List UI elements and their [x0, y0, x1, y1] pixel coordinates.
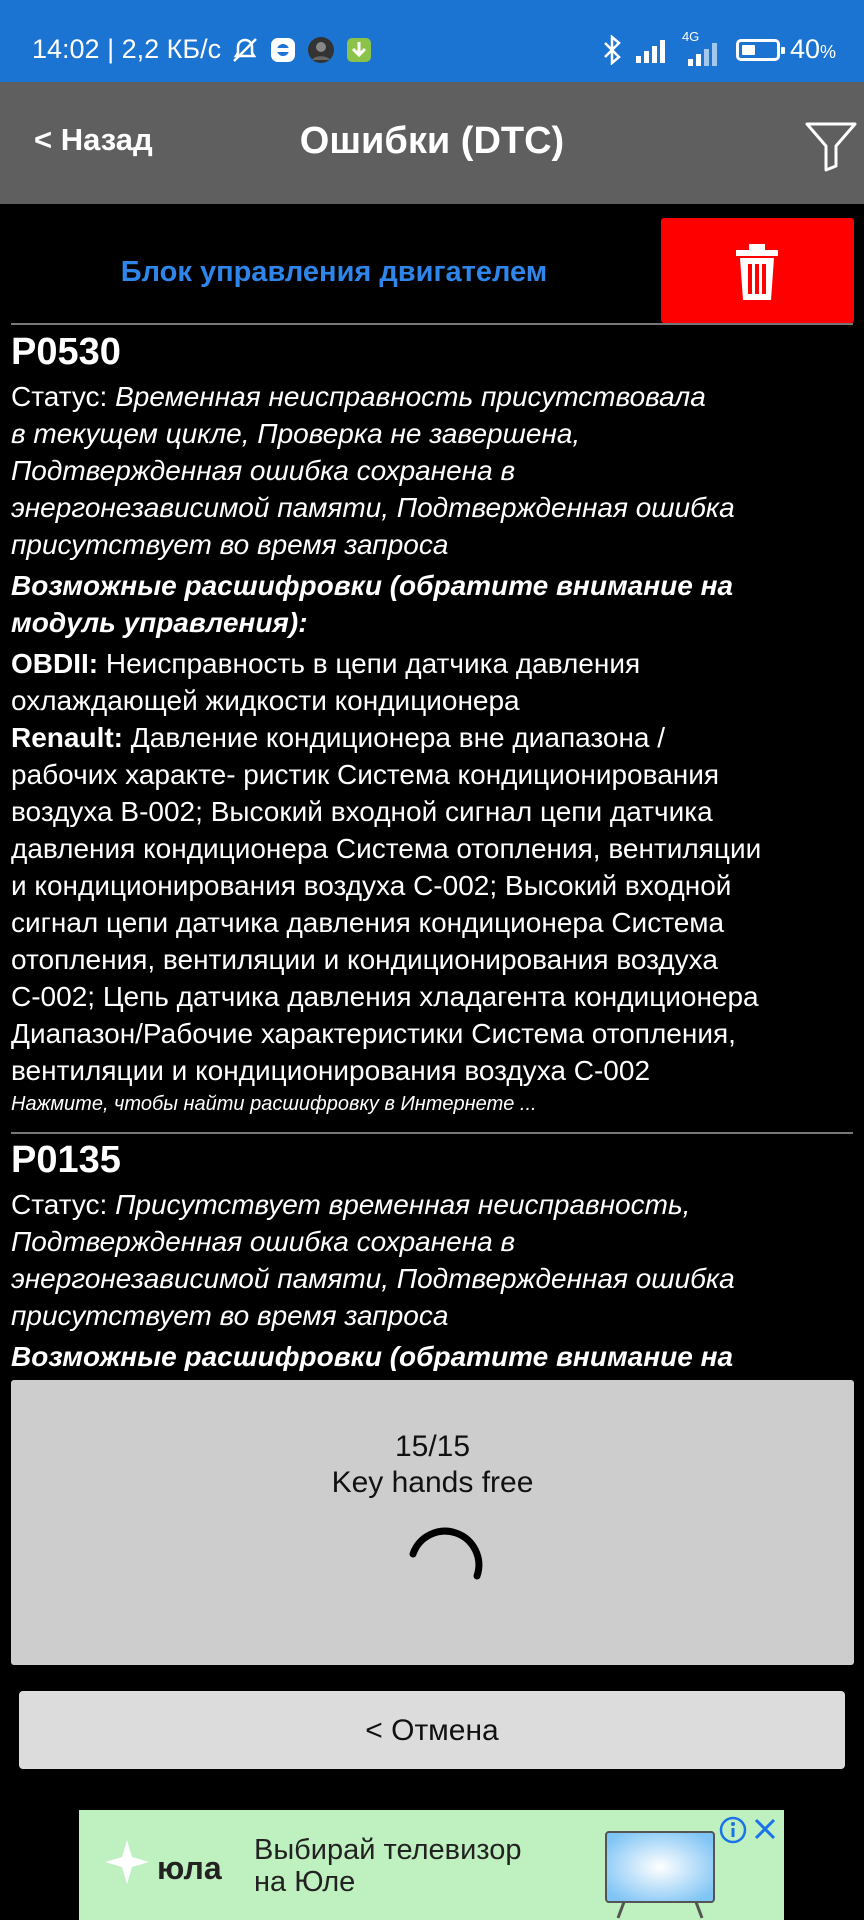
loading-spinner-icon	[393, 1524, 489, 1620]
ad-text: Выбирай телевизор на Юле	[254, 1834, 522, 1898]
decodings-heading: Возможные расшифровки (обратите внимание на модуль управления):	[11, 570, 734, 638]
status-text: присутствует во время запроса	[11, 529, 449, 560]
renault-decoding: Renault: Давление кондиционера вне диапазона / рабочих характе- ристик Система кондиционирования воздуха B-002; Высокий входной сигнал цепи датчика давления кондиционера Система отопления, вентиляции и кондиционирования воздуха C-002; Высокий входной сигнал цепи датчика давления кондиционера Система отопления, вентиляции и кондиционирования воздуха C-002; Цепь датчика давления хладагента кондиционера Диапазон/Рабочие характеристики Система отопления, вентиляции и кондиционирования воздуха C-002	[11, 722, 762, 1086]
status-label: Статус:	[11, 381, 108, 412]
dtc-status	[11, 378, 853, 563]
status-text: Подтвержденная ошибка сохранена в	[11, 1226, 516, 1257]
battery-percent: 40%	[789, 34, 836, 64]
avatar-notification-icon	[307, 36, 335, 64]
status-time-speed: 14:02 | 2,2 КБ/с	[32, 34, 222, 64]
download-icon	[345, 36, 373, 64]
app-notification-icon	[269, 36, 297, 64]
trash-icon	[734, 244, 780, 300]
dtc-code: P0530	[11, 331, 121, 373]
progress-count: 15/15	[394, 1430, 471, 1463]
status-bar-right	[600, 28, 836, 65]
battery-icon	[736, 39, 780, 61]
dtc-code: P0135	[11, 1139, 121, 1181]
status-text: Присутствует временная неисправность,	[115, 1189, 691, 1220]
dtc-status	[11, 1186, 853, 1334]
bell-muted-icon	[231, 36, 259, 64]
decodings-heading: Возможные расшифровки (обратите внимание на	[11, 1341, 734, 1371]
page-title: Ошибки (DTC)	[299, 120, 565, 162]
status-bar-left	[32, 34, 373, 65]
status-text: присутствует во время запроса	[11, 1300, 449, 1331]
ad-brand: юла	[157, 1850, 222, 1886]
network-type-label: 4G	[681, 28, 700, 44]
back-button[interactable]: < Назад	[34, 122, 153, 157]
search-online-link[interactable]: Нажмите, чтобы найти расшифровку в Интернете ...	[11, 1093, 537, 1115]
cancel-button[interactable]: < Отмена	[19, 1691, 845, 1769]
status-text: энергонезависимой памяти, Подтвержденная ошибка	[11, 492, 735, 523]
obd-label: OBDII:	[11, 648, 99, 679]
scan-progress-panel	[11, 1380, 854, 1665]
sparkle-icon	[105, 1840, 149, 1884]
obd-decoding: OBDII: Неисправность в цепи датчика давления охлаждающей жидкости кондиционера	[11, 648, 641, 716]
filter-icon[interactable]	[804, 118, 858, 172]
divider	[11, 323, 853, 325]
progress-module-name: Key hands free	[331, 1466, 534, 1499]
ad-info-icon[interactable]	[719, 1816, 747, 1844]
ad-close-icon[interactable]	[752, 1816, 778, 1842]
status-label: Статус:	[11, 1189, 108, 1220]
status-text: Временная неисправность присутствовала	[115, 381, 706, 412]
ad-banner[interactable]	[79, 1810, 784, 1920]
status-bar	[0, 0, 864, 82]
renault-label: Renault:	[11, 722, 123, 753]
module-row	[0, 204, 864, 324]
header	[0, 82, 864, 204]
tv-icon	[604, 1830, 716, 1920]
bluetooth-icon	[600, 35, 624, 65]
signal-4g-icon	[682, 39, 726, 67]
divider	[11, 1132, 853, 1134]
signal-4g	[681, 28, 726, 65]
dtc-item[interactable]	[11, 1138, 853, 1371]
delete-dtc-button[interactable]	[661, 218, 854, 323]
signal-icon	[634, 36, 672, 64]
status-text: в текущем цикле, Проверка не завершена,	[11, 418, 581, 449]
status-text: энергонезависимой памяти, Подтвержденная ошибка	[11, 1263, 735, 1294]
dtc-item[interactable]	[11, 330, 853, 1116]
module-name-link[interactable]: Блок управления двигателем	[120, 256, 548, 288]
status-text: Подтвержденная ошибка сохранена в	[11, 455, 516, 486]
